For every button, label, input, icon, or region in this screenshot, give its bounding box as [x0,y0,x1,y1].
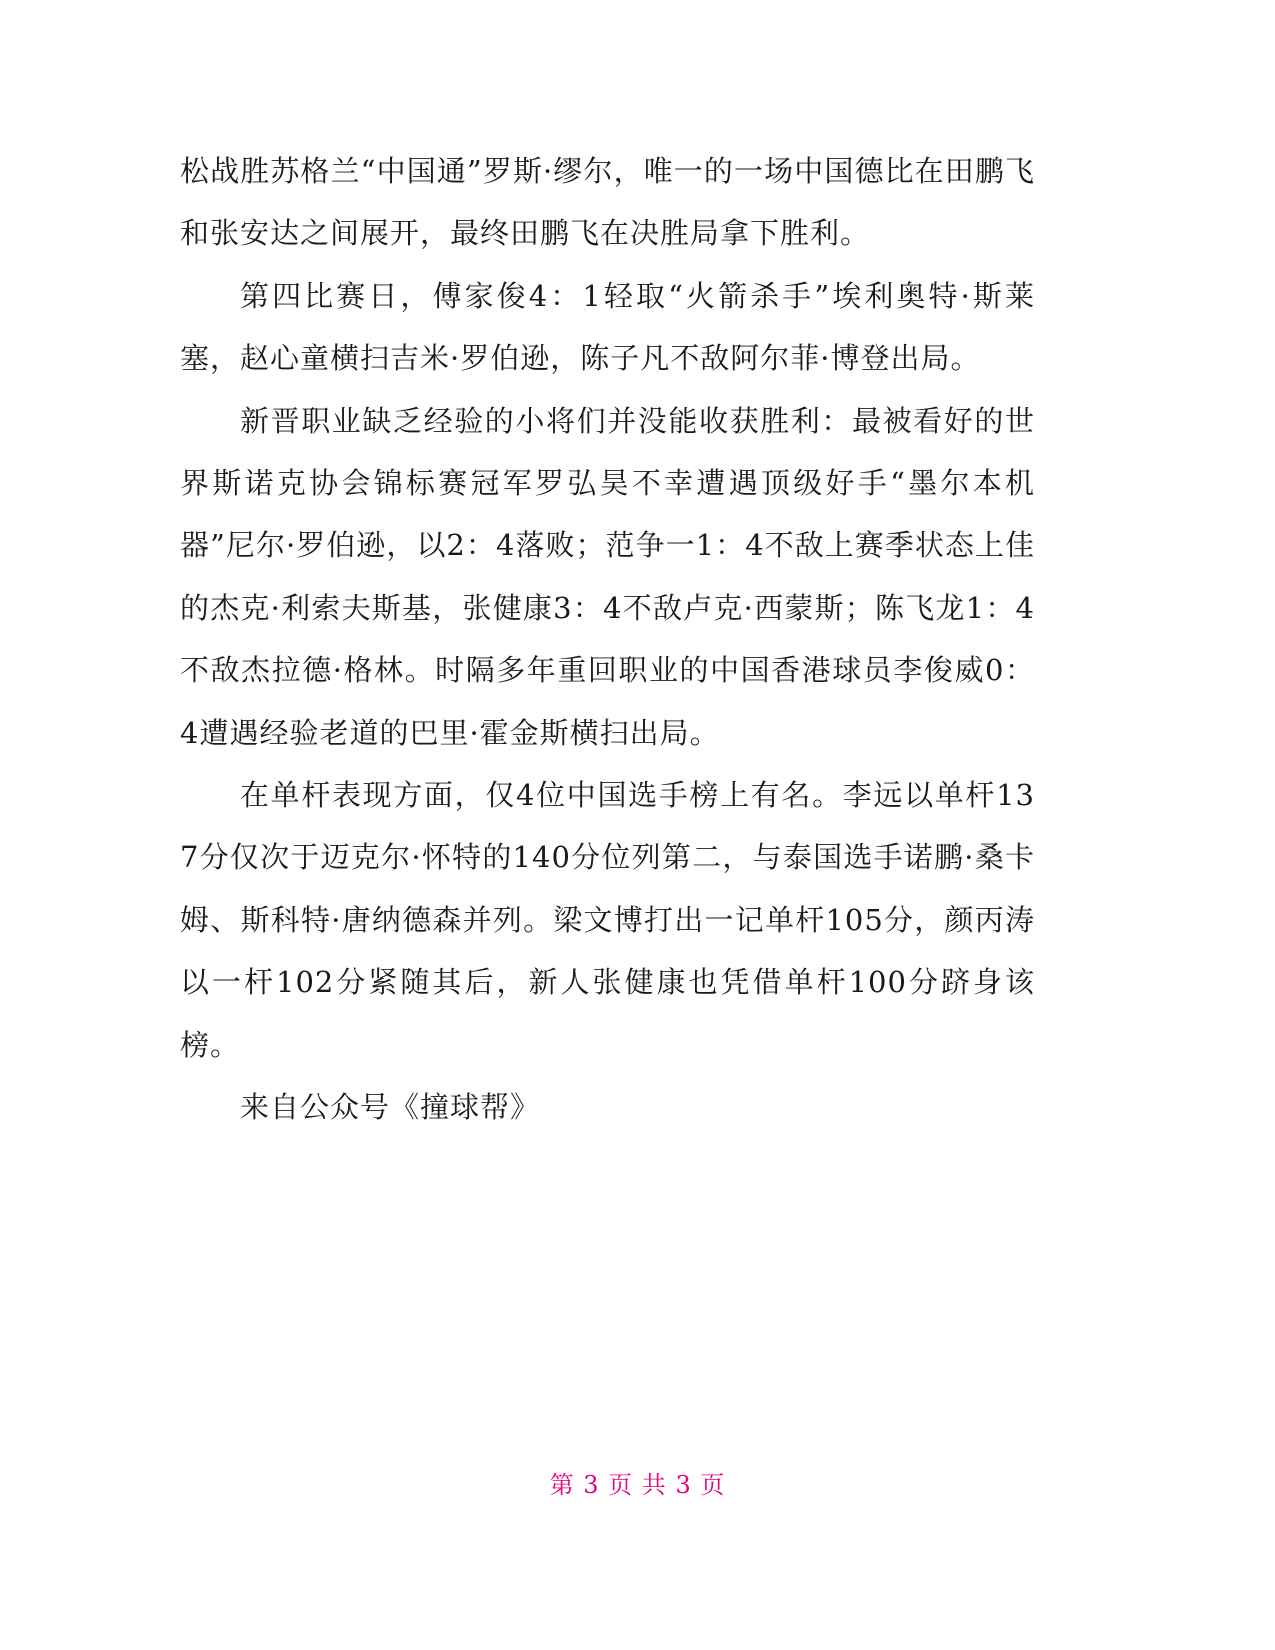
document-body [180,140,1035,1139]
paragraph-continued: 松战胜苏格兰“中国通”罗斯·缪尔，唯一的一场中国德比在田鹏飞和张安达之间展开，最终田鹏飞在决胜局拿下胜利。 [180,154,1035,251]
paragraph-day-four: 第四比赛日，傅家俊4：1轻取“火箭杀手”埃利奥特·斯莱塞，赵心童横扫吉米·罗伯逊，陈子凡不敌阿尔菲·博登出局。 [180,278,1035,376]
paragraph-source: 来自公众号《撞球帮》 [240,1090,541,1125]
paragraph-breaks: 在单杆表现方面，仅4位中国选手榜上有名。李远以单杆137分仅次于迈克尔·怀特的140分位列第二，与泰国选手诺鹏·桑卡姆、斯科特·唐纳德森并列。梁文博打出一记单杆105分，颜丙涛以一杆102分紧随其后，新人张健康也凭借单杆100分跻身该榜。 [180,778,1035,1062]
page-number-footer: 第 3 页 共 3 页 [549,1471,726,1499]
paragraph-newcomers: 新晋职业缺乏经验的小将们并没能收获胜利：最被看好的世界斯诺克协会锦标赛冠军罗弘昊不幸遭遇顶级好手“墨尔本机器”尼尔·罗伯逊，以2：4落败；范争一1：4不敌上赛季状态上佳的杰克·利索夫斯基，张健康3：4不敌卢克·西蒙斯；陈飞龙1：4不敌杰拉德·格林。时隔多年重回职业的中国香港球员李俊威0：4遭遇经验老道的巴里·霍金斯横扫出局。 [180,403,1035,750]
